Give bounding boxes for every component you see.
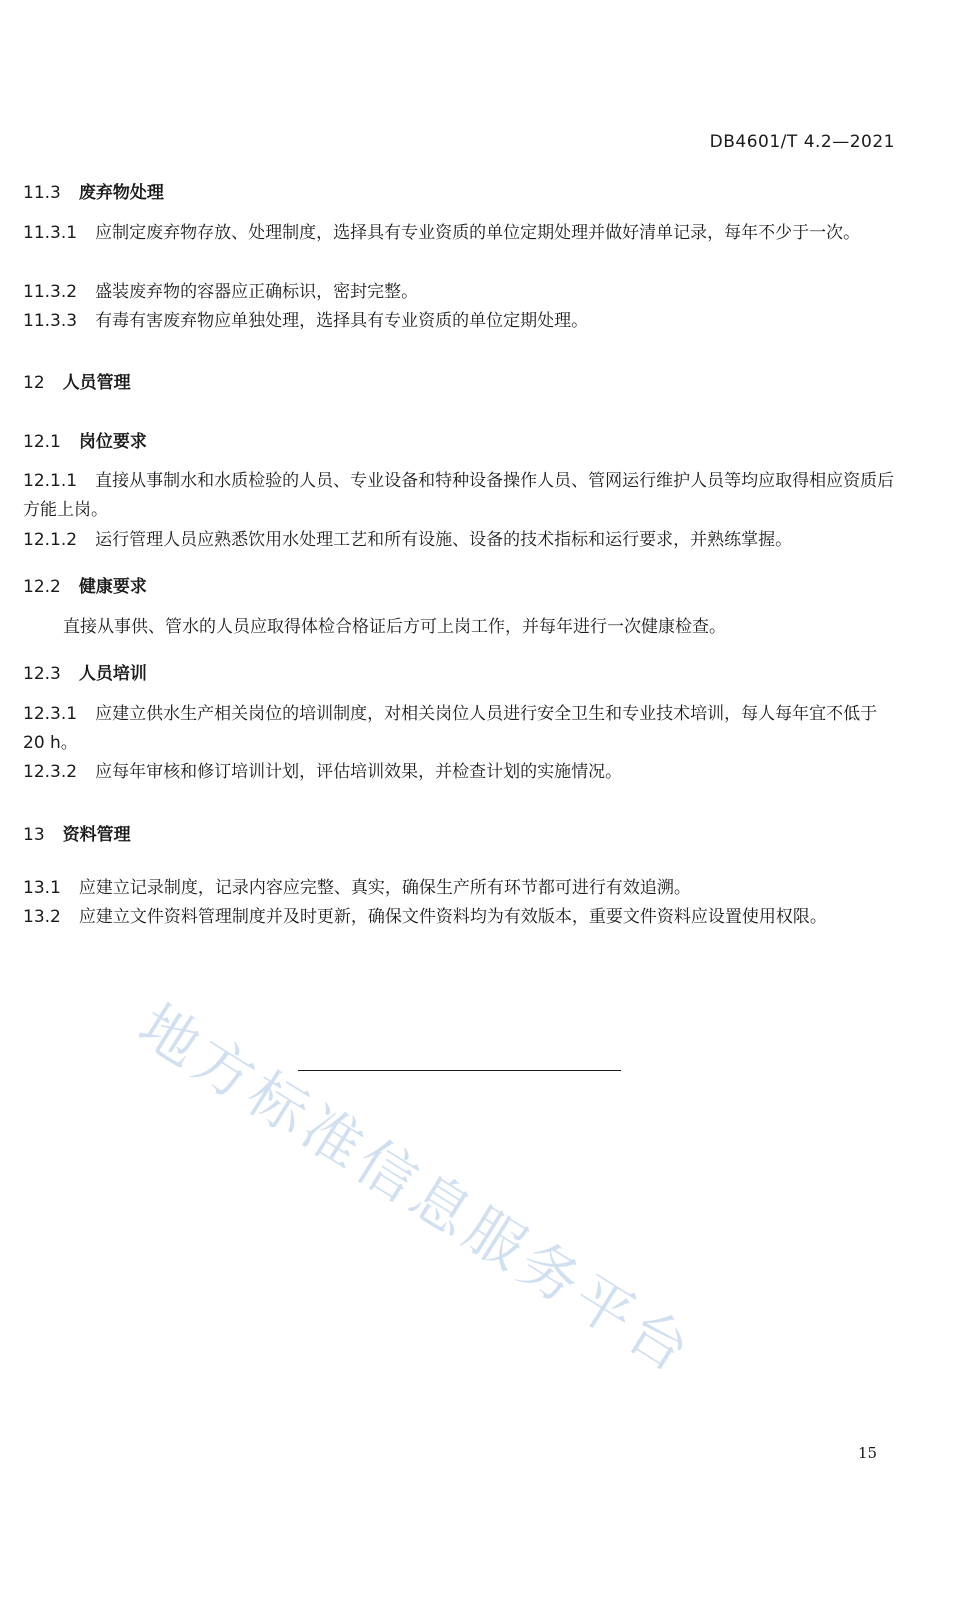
clause-text: 盛装废弃物的容器应正确标识，密封完整。 [95,282,419,302]
clause-12-1-2 [23,526,898,555]
clause-13-1 [23,874,898,903]
clause-11-3-3 [23,307,898,336]
section-heading-12-2 [23,572,898,597]
end-of-document-rule [298,1070,621,1071]
paragraph-12-2 [23,613,898,642]
clause-13-2 [23,903,898,932]
clause-11-3-1 [23,219,898,248]
clause-text: 应建立记录制度，记录内容应完整、真实，确保生产所有环节都可进行有效追溯。 [78,878,691,898]
clause-number: 12.1.2 [23,530,78,550]
clause-number: 13.1 [23,878,61,898]
section-number: 11.3 [23,183,61,203]
clause-12-1-1 [23,467,898,525]
section-number: 12.1 [23,432,61,452]
clause-12-3-1 [23,700,898,758]
clause-text: 应制定废弃物存放、处理制度，选择具有专业资质的单位定期处理并做好清单记录，每年不少于一次。 [95,223,861,243]
section-heading-13 [23,820,898,845]
section-heading-12-3 [23,659,898,684]
section-number: 13 [23,825,45,845]
section-heading-12 [23,368,898,393]
clause-text: 应建立供水生产相关岗位的培训制度，对相关岗位人员进行安全卫生和专业技术培训，每人每年宜不低于 20 h。 [23,704,878,753]
clause-12-3-2 [23,758,898,787]
section-heading-12-1 [23,427,898,452]
section-number: 12.3 [23,664,61,684]
section-title: 废弃物处理 [78,183,164,203]
clause-number: 11.3.2 [23,282,78,302]
clause-number: 11.3.3 [23,311,78,331]
section-title: 健康要求 [78,577,147,597]
page-number: 15 [858,1444,878,1462]
clause-text: 应每年审核和修订培训计划，评估培训效果，并检查计划的实施情况。 [95,762,623,782]
section-title: 岗位要求 [78,432,147,452]
clause-text: 应建立文件资料管理制度并及时更新，确保文件资料均为有效版本，重要文件资料应设置使用权限。 [78,907,827,927]
document-code: DB4601/T 4.2—2021 [709,132,895,152]
paragraph-text: 直接从事供、管水的人员应取得体检合格证后方可上岗工作，并每年进行一次健康检查。 [63,617,726,637]
clause-number: 13.2 [23,907,61,927]
section-title: 人员培训 [78,664,147,684]
section-title: 资料管理 [62,825,131,845]
clause-number: 11.3.1 [23,223,78,243]
section-number: 12 [23,373,45,393]
section-number: 12.2 [23,577,61,597]
watermark: 地方标准信息服务平台 [127,991,706,1388]
clause-number: 12.3.1 [23,704,78,724]
clause-text: 直接从事制水和水质检验的人员、专业设备和特种设备操作人员、管网运行维护人员等均应取得相应资质后方能上岗。 [23,471,895,520]
clause-text: 有毒有害废弃物应单独处理，选择具有专业资质的单位定期处理。 [95,311,589,331]
clause-text: 运行管理人员应熟悉饮用水处理工艺和所有设施、设备的技术指标和运行要求，并熟练掌握。 [95,530,793,550]
section-title: 人员管理 [62,373,131,393]
clause-11-3-2 [23,278,898,307]
clause-number: 12.3.2 [23,762,78,782]
section-heading-11-3 [23,178,898,203]
clause-number: 12.1.1 [23,471,78,491]
